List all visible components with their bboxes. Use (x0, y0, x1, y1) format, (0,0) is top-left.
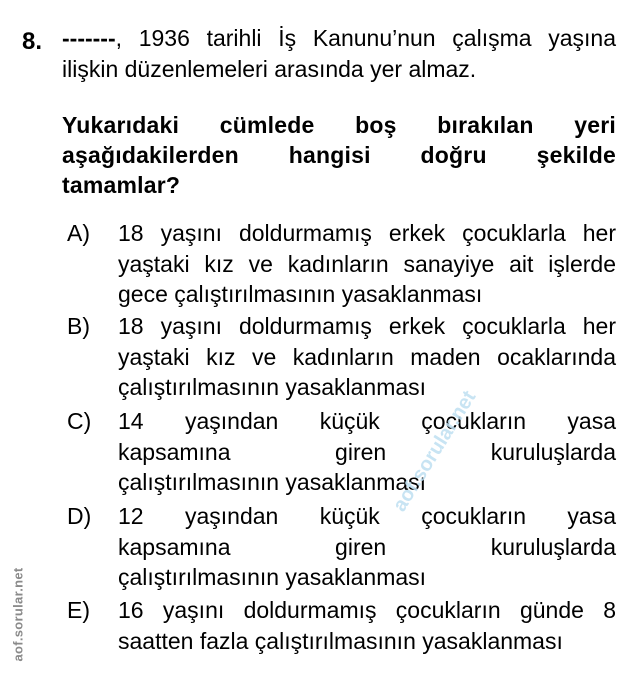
option-text (118, 501, 616, 593)
option-line: 12 yaşından küçük çocukların yasa (118, 503, 616, 529)
question-number: 8. (22, 28, 43, 55)
stem-text: , 1936 tarihli İş Kanunu’nun çalışma yaşına ilişkin düzenlemeleri arasında yer almaz. (62, 25, 616, 82)
prompt-line: Yukarıdaki cümlede boş bırakılan yeri (62, 112, 616, 138)
prompt-line: aşağıdakilerden hangisi doğru şekilde (62, 142, 616, 168)
option-text (118, 595, 616, 656)
option-line: kapsamına giren kuruluşlarda (118, 533, 616, 560)
option-line: saatten fazla çalıştırılmasının yasaklanması (118, 627, 563, 654)
option-line: 14 yaşından küçük çocukların yasa (118, 408, 616, 434)
question-stem (62, 23, 616, 85)
option-text (118, 311, 616, 403)
question-prompt (62, 110, 616, 200)
option-line: yaştaki kız ve kadınların maden ocaklarında (118, 343, 616, 370)
stem-blank: ------- (62, 25, 116, 51)
option-letter: C) (67, 408, 92, 434)
diagonal-watermark: aof.sorular.net (388, 386, 481, 516)
option-letter: D) (67, 503, 92, 529)
option-letter: A) (67, 220, 90, 246)
option-letter: E) (67, 597, 90, 623)
option-text (118, 218, 616, 310)
option-line: yaştaki kız ve kadınların sanayiye ait işlerde (118, 250, 616, 277)
option-line: çalıştırılmasının yasaklanması (118, 374, 427, 400)
option-letter: B) (67, 313, 90, 339)
option-line: 16 yaşını doldurmamış çocukların günde 8 (118, 597, 616, 623)
side-watermark: aof.sorular.net (10, 567, 26, 662)
option-text (118, 406, 616, 498)
option-line: kapsamına giren kuruluşlarda (118, 438, 616, 465)
option-line: 18 yaşını doldurmamış erkek çocuklarla her (118, 313, 616, 339)
option-line: çalıştırılmasının yasaklanması (118, 564, 427, 590)
option-line: gece çalıştırılmasının yasaklanması (118, 281, 483, 307)
option-line: 18 yaşını doldurmamış erkek çocuklarla her (118, 220, 616, 246)
prompt-line: tamamlar? (62, 172, 181, 198)
option-line: çalıştırılmasının yasaklanması (118, 469, 427, 495)
